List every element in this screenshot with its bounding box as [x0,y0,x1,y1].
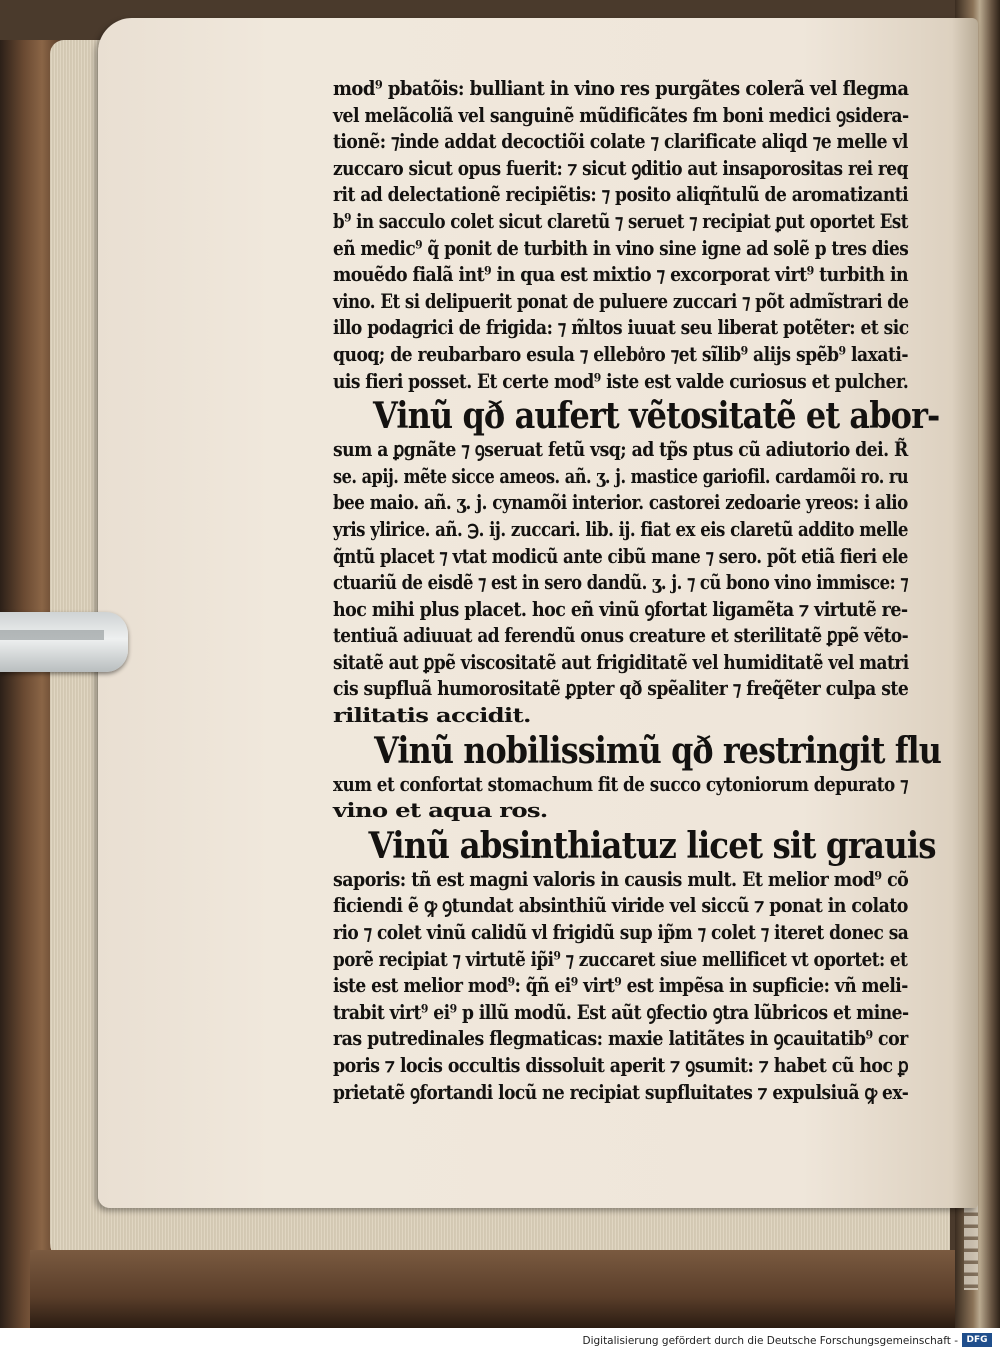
section-heading: Vinũ qð aufert vẽtositatẽ et abor- [373,395,940,438]
footer-bar [0,1328,1000,1352]
text-line: vino et aqua ros. [333,799,548,823]
text-block [333,76,941,1106]
text-line: rio ⁊ colet vinũ calidũ vl frigidũ sup ip̃m ⁊ colet ⁊ iteret donec sa [333,921,909,945]
text-line: ras putredinales flegmaticas: maxie latitãtes in ꝯcauitatib⁹ cor [333,1027,908,1051]
text-line: illo podagrici de frigida: ⁊ m̃ltos iuuat seu liberat potẽter: et sic [333,316,909,340]
text-line: ficiendi ẽ ꝙ ꝯtundat absinthiũ viride vel siccũ ⁊ ponat in colato [333,894,908,918]
text-line: porẽ recipiat ⁊ virtutẽ ip̃i⁹ ⁊ zuccaret siue mellificet vt oportet: et [333,947,908,971]
text-line: b⁹ in sacculo colet sicut claretũ ⁊ seruet ⁊ recipiat ꝑut oportet Est [333,209,908,233]
text-line: mouẽdo fialã int⁹ in qua est mixtio ⁊ excorporat virt⁹ turbith in [333,263,909,287]
page-marker-strip [0,612,128,672]
text-line: saporis: tñ est magni valoris in causis mult. Et melior mod⁹ cõ [333,867,909,891]
text-line: yris ylirice. añ. ℈. ij. zuccari. lib. ij. fiat ex eis claretũ addito melle [333,517,908,541]
text-line: cis supfluã humorositatẽ ꝑpter qð spẽaliter ⁊ freq̃ẽter culpa ste [333,677,909,701]
text-line: quoq; de reubarbaro esula ⁊ ellebo͛ro ⁊et sĩlib⁹ alijs spẽb⁹ laxati- [333,342,908,366]
text-line: ctuariũ de eisdẽ ⁊ est in sero dandũ. ʒ. j. ⁊ cũ bono vino immisce: ⁊ [333,571,908,595]
text-line: xum et confortat stomachum fit de succo cytoniorum depurato ⁊ [333,772,908,796]
text-line: sum a ꝑgnãte ⁊ ꝯseruat fetũ vsq; ad tp̃s ptus cũ adiutorio dei. R̃ [333,438,908,462]
text-line: hoc mihi plus placet. hoc eñ vinũ ꝯfortat ligamẽta ⁊ virtutẽ re- [333,597,908,621]
text-line: eñ medic⁹ q̃ ponit de turbith in vino sine igne ad solẽ p tres dies [333,236,909,260]
text-line: q̃ntũ placet ⁊ vtat modicũ ante cibũ mane ⁊ sero. põt etiã fieri ele [333,544,908,568]
text-line: tionẽ: ⁊inde addat decoctiõi colate ⁊ clarificate aliqd ⁊e melle vl [333,130,908,154]
text-line: vino. Et si delipuerit ponat de puluere zuccari ⁊ põt admĩstrari de [333,289,909,313]
section-heading: Vinũ absinthiatuz licet sit grauis [368,824,936,867]
text-line: rit ad delectationẽ recipiẽtis: ⁊ posito aliqñtulũ de aromatizanti [333,183,909,207]
dfg-logo: DFG [962,1333,992,1347]
text-line: bee maio. añ. ʒ. j. cynamõi interior. castorei zedoarie yreos: i alio [333,491,908,515]
section-heading: Vinũ nobilissimũ qð restringit flu [374,729,941,772]
text-line: se. apij. mẽte sicce ameos. añ. ʒ. j. mastice gariofil. cardamõi ro. ru [333,464,909,488]
book-cover-bottom [30,1250,970,1328]
text-line: mod⁹ pbatõis: bulliant in vino res purgãtes colerã vel flegma [333,77,909,100]
text-line: zuccaro sicut opus fuerit: ⁊ sicut ꝯditio aut insaporositas rei req [333,156,908,180]
text-line: prietatẽ ꝯfortandi locũ ne recipiat supfluitates ⁊ expulsiuã ꝙ ex- [333,1080,909,1104]
text-line: uis fieri posset. Et certe mod⁹ iste est valde curiosus et pulcher. [333,369,909,393]
text-line: sitatẽ aut ꝑpẽ viscositatẽ aut frigiditatẽ vel humiditatẽ vel matri [333,650,909,674]
footer-credit: Digitalisierung gefördert durch die Deutsche Forschungsgemeinschaft - [582,1335,958,1347]
text-line: tentiuã adiuuat ad ferendũ onus creature et sterilitatẽ ꝑpẽ vẽto- [333,624,909,648]
text-line: rilitatis accidit. [333,704,531,728]
text-line: poris ⁊ locis occultis dissoluit aperit ⁊ ꝯsumit: ⁊ habet cũ hoc ꝑ [333,1054,909,1077]
page-marker-rod [0,630,104,640]
text-line: trabit virt⁹ ei⁹ p illũ modũ. Est aũt ꝯfectio ꝯtra lũbricos et mine- [333,1000,909,1024]
text-line: vel melãcoliã vel sanguinẽ mũdificãtes fm boni medici ꝯsidera- [333,103,909,127]
text-line: iste est melior mod⁹: q̃ñ ei⁹ virt⁹ est impẽsa in supficie: vñ meli- [333,974,908,998]
